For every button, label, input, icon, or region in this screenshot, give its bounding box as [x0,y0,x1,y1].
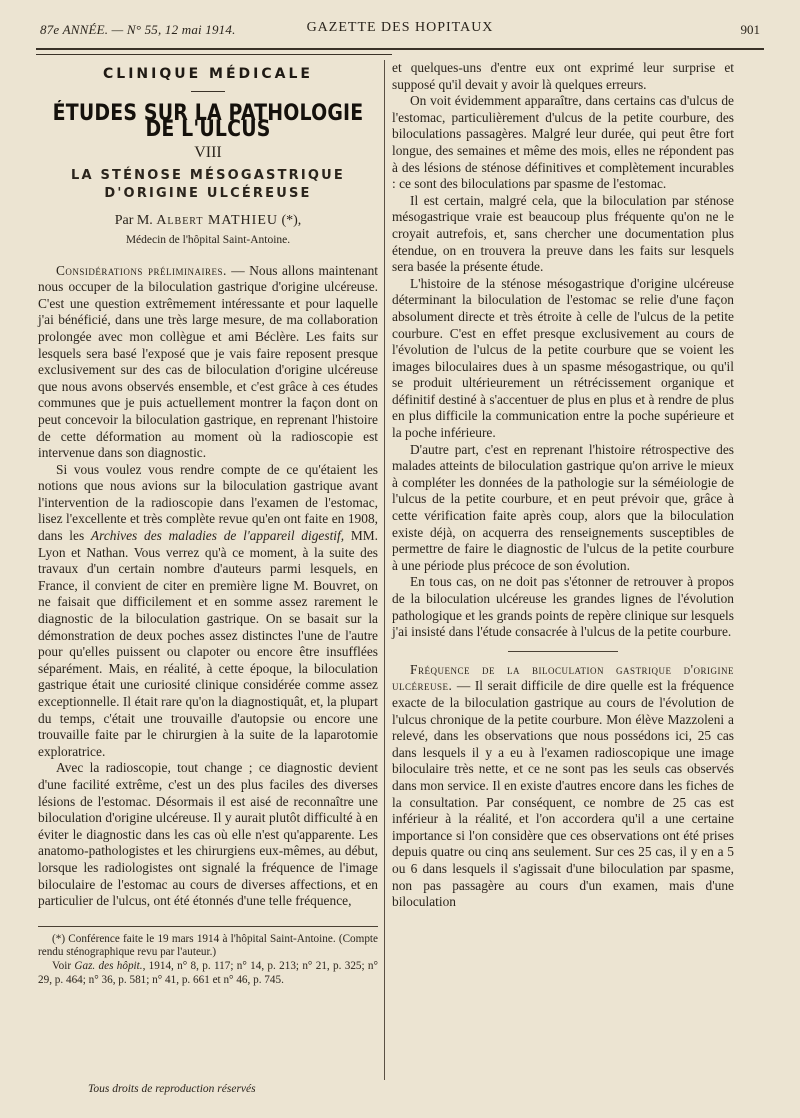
paragraph [38,462,378,761]
author-affiliation: Médecin de l'hôpital Saint-Antoine. [125,233,291,246]
paragraph-lead: Fréquence de la biloculation gastrique d'origine ulcéreuse. [392,661,734,694]
paragraph: En tous cas, on ne doit pas s'étonner de retrouver à propos de la biloculation ulcéreuse les grandes lignes de l'évolution pathologique et les grands points de repère clinique sur lesquels j'ai insisté dans l'étude consacrée à l'ulcus de la petite courbure. [392,574,734,640]
article-subtitle [38,167,378,203]
subtitle-line-1: LA STÉNOSE MÉSOGASTRIQUE [70,168,345,184]
running-head [40,18,760,42]
right-column [392,60,734,911]
journal-title: GAZETTE DES HOPITAUX [306,20,494,35]
author-name: Albert MATHIEU [156,213,278,229]
subtitle-line-2: D'ORIGINE ULCÉREUSE [104,186,312,202]
section-heading: CLINIQUE MÉDICALE [103,66,313,82]
byline [38,213,378,230]
footnote-rule [38,926,378,927]
issue-info: 87e ANNÉE. — N° 55, 12 mai 1914. [40,22,236,37]
column-divider [384,60,385,1080]
footnote-text: , 1914, n° 8, p. 117; n° 14, p. 213; n° 21, p. 325; n° 29, p. 464; n° 36, p. 581; n° 41, p. 661 et n° 46, p. 745. [38,959,378,986]
section-rule [508,651,618,652]
paragraph: L'histoire de la sténose mésogastrique d'origine ulcéreuse déterminant la biloculation de l'estomac se relie d'une façon absolument directe et très étroite à celle de l'ulcus de la petite courbure. C'est en effet presque exclusivement au cours de l'évolution de l'ulcus de la petite courbure que se voient les images biloculaires dues à un spasme mésogastrique, ou qu'il se produit ultérieurement un rétrécissement organique et définitif destiné à s'accentuer de plus en plus et à rendre de plus en plus difficile la communication entre la poche supérieure et la poche inférieure. [392,275,734,441]
footer-note: Tous droits de reproduction réservés [88,1083,256,1095]
paragraph-text: Si vous voulez vous rendre compte de ce qu'étaient les notions que nous avions sur la biloculation gastrique avant l'intervention de la radioscopie dans l'examen de l'estomac, lisez l'excellente et très complète revue qu'en ont faite en 1908, dans les [38,461,378,544]
article-part-number: VIII [194,143,222,161]
footnote-reference: Gaz. des hôpit. [74,959,143,972]
byline-prefix: Par M. [114,213,153,229]
paragraph: et quelques-uns d'entre eux ont exprimé leur surprise et supposé qu'il devait y avoir là quelques erreurs. [392,60,734,92]
header-rule [36,48,764,50]
paragraph: D'autre part, c'est en reprenant l'histoire rétrospective des malades atteints de biloculation gastrique qu'on arrive le mieux à compléter les données de la pathologie sur la séméiologie de l'ulcus de la petite courbure, et en peut prévoir que, grâce à cette vérification faite après coup, alors que la biloculation existe déjà, on acquerra des renseignements susceptibles de permettre de faire le diagnostic de l'ulcus de la petite courbure à une période plus précoce de son évolution. [392,441,734,573]
paragraph [392,662,734,911]
paragraph: Il est certain, malgré cela, que la biloculation par sténose mésogastrique vraie est beaucoup plus fréquente qu'on ne le croyait autrefois, et, sans chercher une documentation plus étendue, on en trouvera la preuve dans les faits sur lesquels sera basée la présente étude. [392,192,734,275]
header-rule-thin [36,54,392,55]
section-rule [191,91,225,92]
left-column [38,60,378,987]
paragraph: On voit évidemment apparaître, dans certains cas d'ulcus de l'estomac, particulièrement d'ulcus de la petite courbure, des biloculations passagères. Malgré leur durée, qui peut être fort longue, des semaines et même des mois, elles ne répondent pas à des lésions de sténose définitives et complètement incurables : ce sont des biloculations par spasme de l'estomac. [392,93,734,192]
article-title: ÉTUDES SUR LA PATHOLOGIE DE L'ULCUS [52,100,364,143]
paragraph [38,263,378,462]
paragraph-text: MM. Lyon et Nathan. Vous verrez qu'à ce moment, à la suite des travaux d'un certain nombre d'auteurs parmi lesquels, en France, il convient de citer en première ligne M. Bouvret, on ne faisait que difficilement et en somme assez rarement le diagnostic de la biloculation gastrique. On se basait sur la démonstration de deux poches assez distinctes l'une de l'autre pour qu'elles puissent ou clapoter ou encore être insufflées séparément. Mais, en réalité, à cette époque, la biloculation gastrique était une curiosité clinique considérée comme assez exceptionnelle. Il était rare qu'on la diagnostiquât, et, la plupart du temps, c'était une trouvaille d'autopsie ou encore une trouvaille faite par le chirurgien à la suite de la laparotomie exploratrice. [38,528,379,759]
paragraph: Avec la radioscopie, tout change ; ce diagnostic devient d'une facilité extrême, c'est un des plus faciles des diverses lésions de l'estomac. Désormais il est aisé de reconnaître une biloculation d'origine ulcéreuse. Il y aurait plutôt difficulté à en éviter le diagnostic dans les cas où elle n'est qu'apparente. Les anatomo-pathologistes et les chirurgiens eux-mêmes, au début, lorsque les radiologistes ont signalé la fréquence de l'image biloculaire de l'estomac au cours de diverses affections, et en particulier de l'ulcus, ont été étonnés d'une telle fréquence, [38,760,378,909]
journal-reference: Archives des maladies de l'appareil digestif, [90,528,345,544]
footnote: (*) Conférence faite le 19 mars 1914 à l'hôpital Saint-Antoine. (Compte rendu sténographique revu par l'auteur.) [38,932,378,959]
byline-suffix: (*), [281,213,302,229]
paragraph-text: — Nous allons maintenant nous occuper de la biloculation gastrique d'origine ulcéreuse. C'est une question extrêmement intéressante et pour laquelle j'ai bénéficié, dans une très large mesure, de ma collaboration prolongée avec mon collègue et ami Béclère. Les faits sur lesquels sera basé l'exposé que je vais faire reposent presque exclusivement sur des cas de biloculation d'origine ulcéreuse que nous avons observés ensemble, et c'est grâce à ces études communes que je puis actuellement montrer la façon dont on peut concevoir la biloculation gastrique, en reprenant l'histoire de cette déformation au moment où la radioscopie est intervenue dans son diagnostic. [38,262,378,461]
paragraph-lead: Considérations préliminaires. [56,262,227,278]
paragraph-text: — Il serait difficile de dire quelle est la fréquence exacte de la biloculation gastrique au cours de l'évolution de l'ulcus chronique de la petite courbure. Mon élève Mazzoleni a relevé, dans les observations que nous possédons ici, 25 cas dans lesquels il y a eu à l'examen radioscopique une image biloculaire très nette, et ce ne sont pas les seuls cas observés dans mon service. Il en existe d'autres encore dans les fiches de la consultation. Par conséquent, ce nombre de 25 cas est inférieur à la réalité, et l'on accordera qu'il a une certaine importance si l'on considère que ces observations ont été prises depuis quatre ou cinq ans seulement. Sur ces 25 cas, il y en a 5 ou 6 dans lesquels il s'agissait d'une biloculation par spasme, non pas passagère au cours d'un examen, mais d'une biloculation [392,678,734,910]
footnote [38,960,378,987]
footnote-text: Voir [52,959,75,972]
page-number: 901 [740,22,760,37]
